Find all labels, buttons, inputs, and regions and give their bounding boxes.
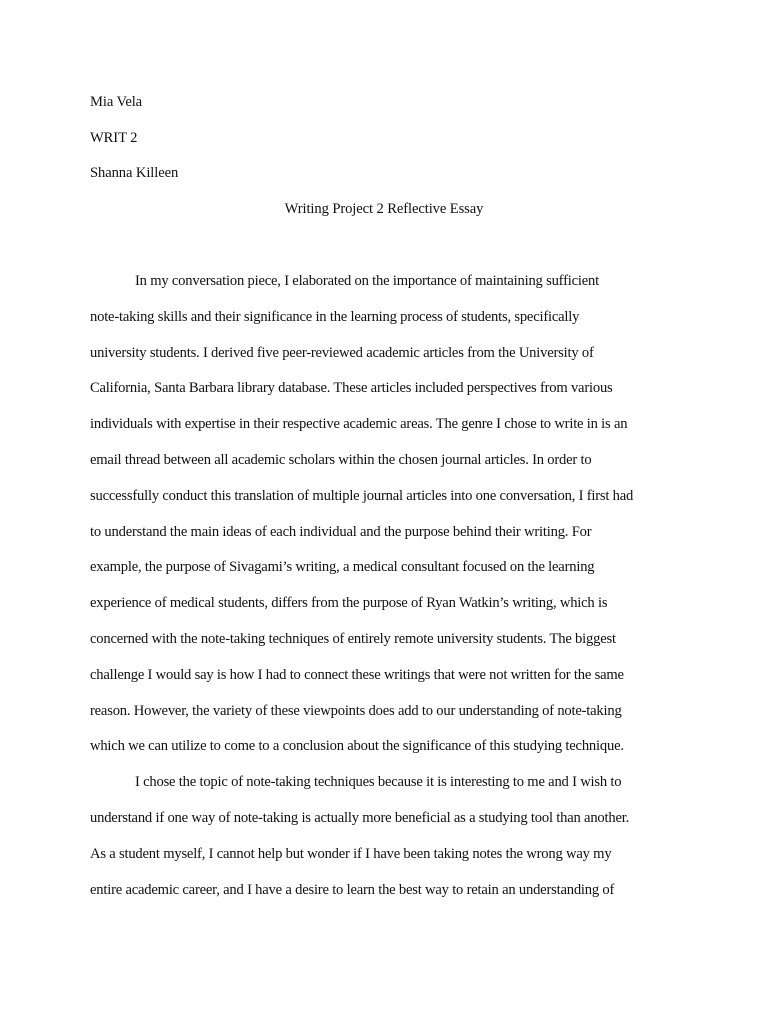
- text-line: concerned with the note-taking techniques of entirely remote university students. The biggest: [90, 630, 616, 647]
- text-line: entire academic career, and I have a desire to learn the best way to retain an understanding of: [90, 881, 615, 898]
- paragraph: [90, 271, 690, 772]
- paragraph: [90, 772, 690, 915]
- text-line: note-taking skills and their significance in the learning process of students, specifically: [90, 308, 580, 325]
- instructor-name: Shanna Killeen: [90, 165, 179, 181]
- text-line: California, Santa Barbara library database. These articles included perspectives from various: [90, 380, 613, 397]
- student-name: Mia Vela: [90, 94, 143, 110]
- essay-body: [90, 271, 690, 915]
- text-line: example, the purpose of Sivagami’s writing, a medical consultant focused on the learning: [90, 559, 595, 576]
- text-line: university students. I derived five peer-reviewed academic articles from the University of: [90, 344, 594, 361]
- text-line: challenge I would say is how I had to connect these writings that were not written for the same: [90, 666, 624, 683]
- course-name: WRIT 2: [90, 130, 138, 146]
- text-line: understand if one way of note-taking is actually more beneficial as a studying tool than another.: [90, 809, 630, 826]
- text-line: In my conversation piece, I elaborated on the importance of maintaining sufficient: [135, 273, 599, 289]
- text-line: reason. However, the variety of these viewpoints does add to our understanding of note-taking: [90, 702, 622, 719]
- text-line: experience of medical students, differs from the purpose of Ryan Watkin’s writing, which is: [90, 595, 608, 612]
- text-line: individuals with expertise in their respective academic areas. The genre I chose to write in is an: [90, 416, 628, 433]
- text-line: to understand the main ideas of each individual and the purpose behind their writing. For: [90, 523, 592, 540]
- essay-title: Writing Project 2 Reflective Essay: [284, 201, 484, 217]
- text-line: As a student myself, I cannot help but wonder if I have been taking notes the wrong way my: [90, 845, 612, 862]
- text-line: email thread between all academic scholars within the chosen journal articles. In order to: [90, 451, 592, 468]
- text-line: I chose the topic of note-taking techniques because it is interesting to me and I wish to: [135, 774, 622, 791]
- text-line: successfully conduct this translation of multiple journal articles into one conversation, I first had: [90, 487, 634, 504]
- text-line: which we can utilize to come to a conclusion about the significance of this studying technique.: [90, 738, 624, 755]
